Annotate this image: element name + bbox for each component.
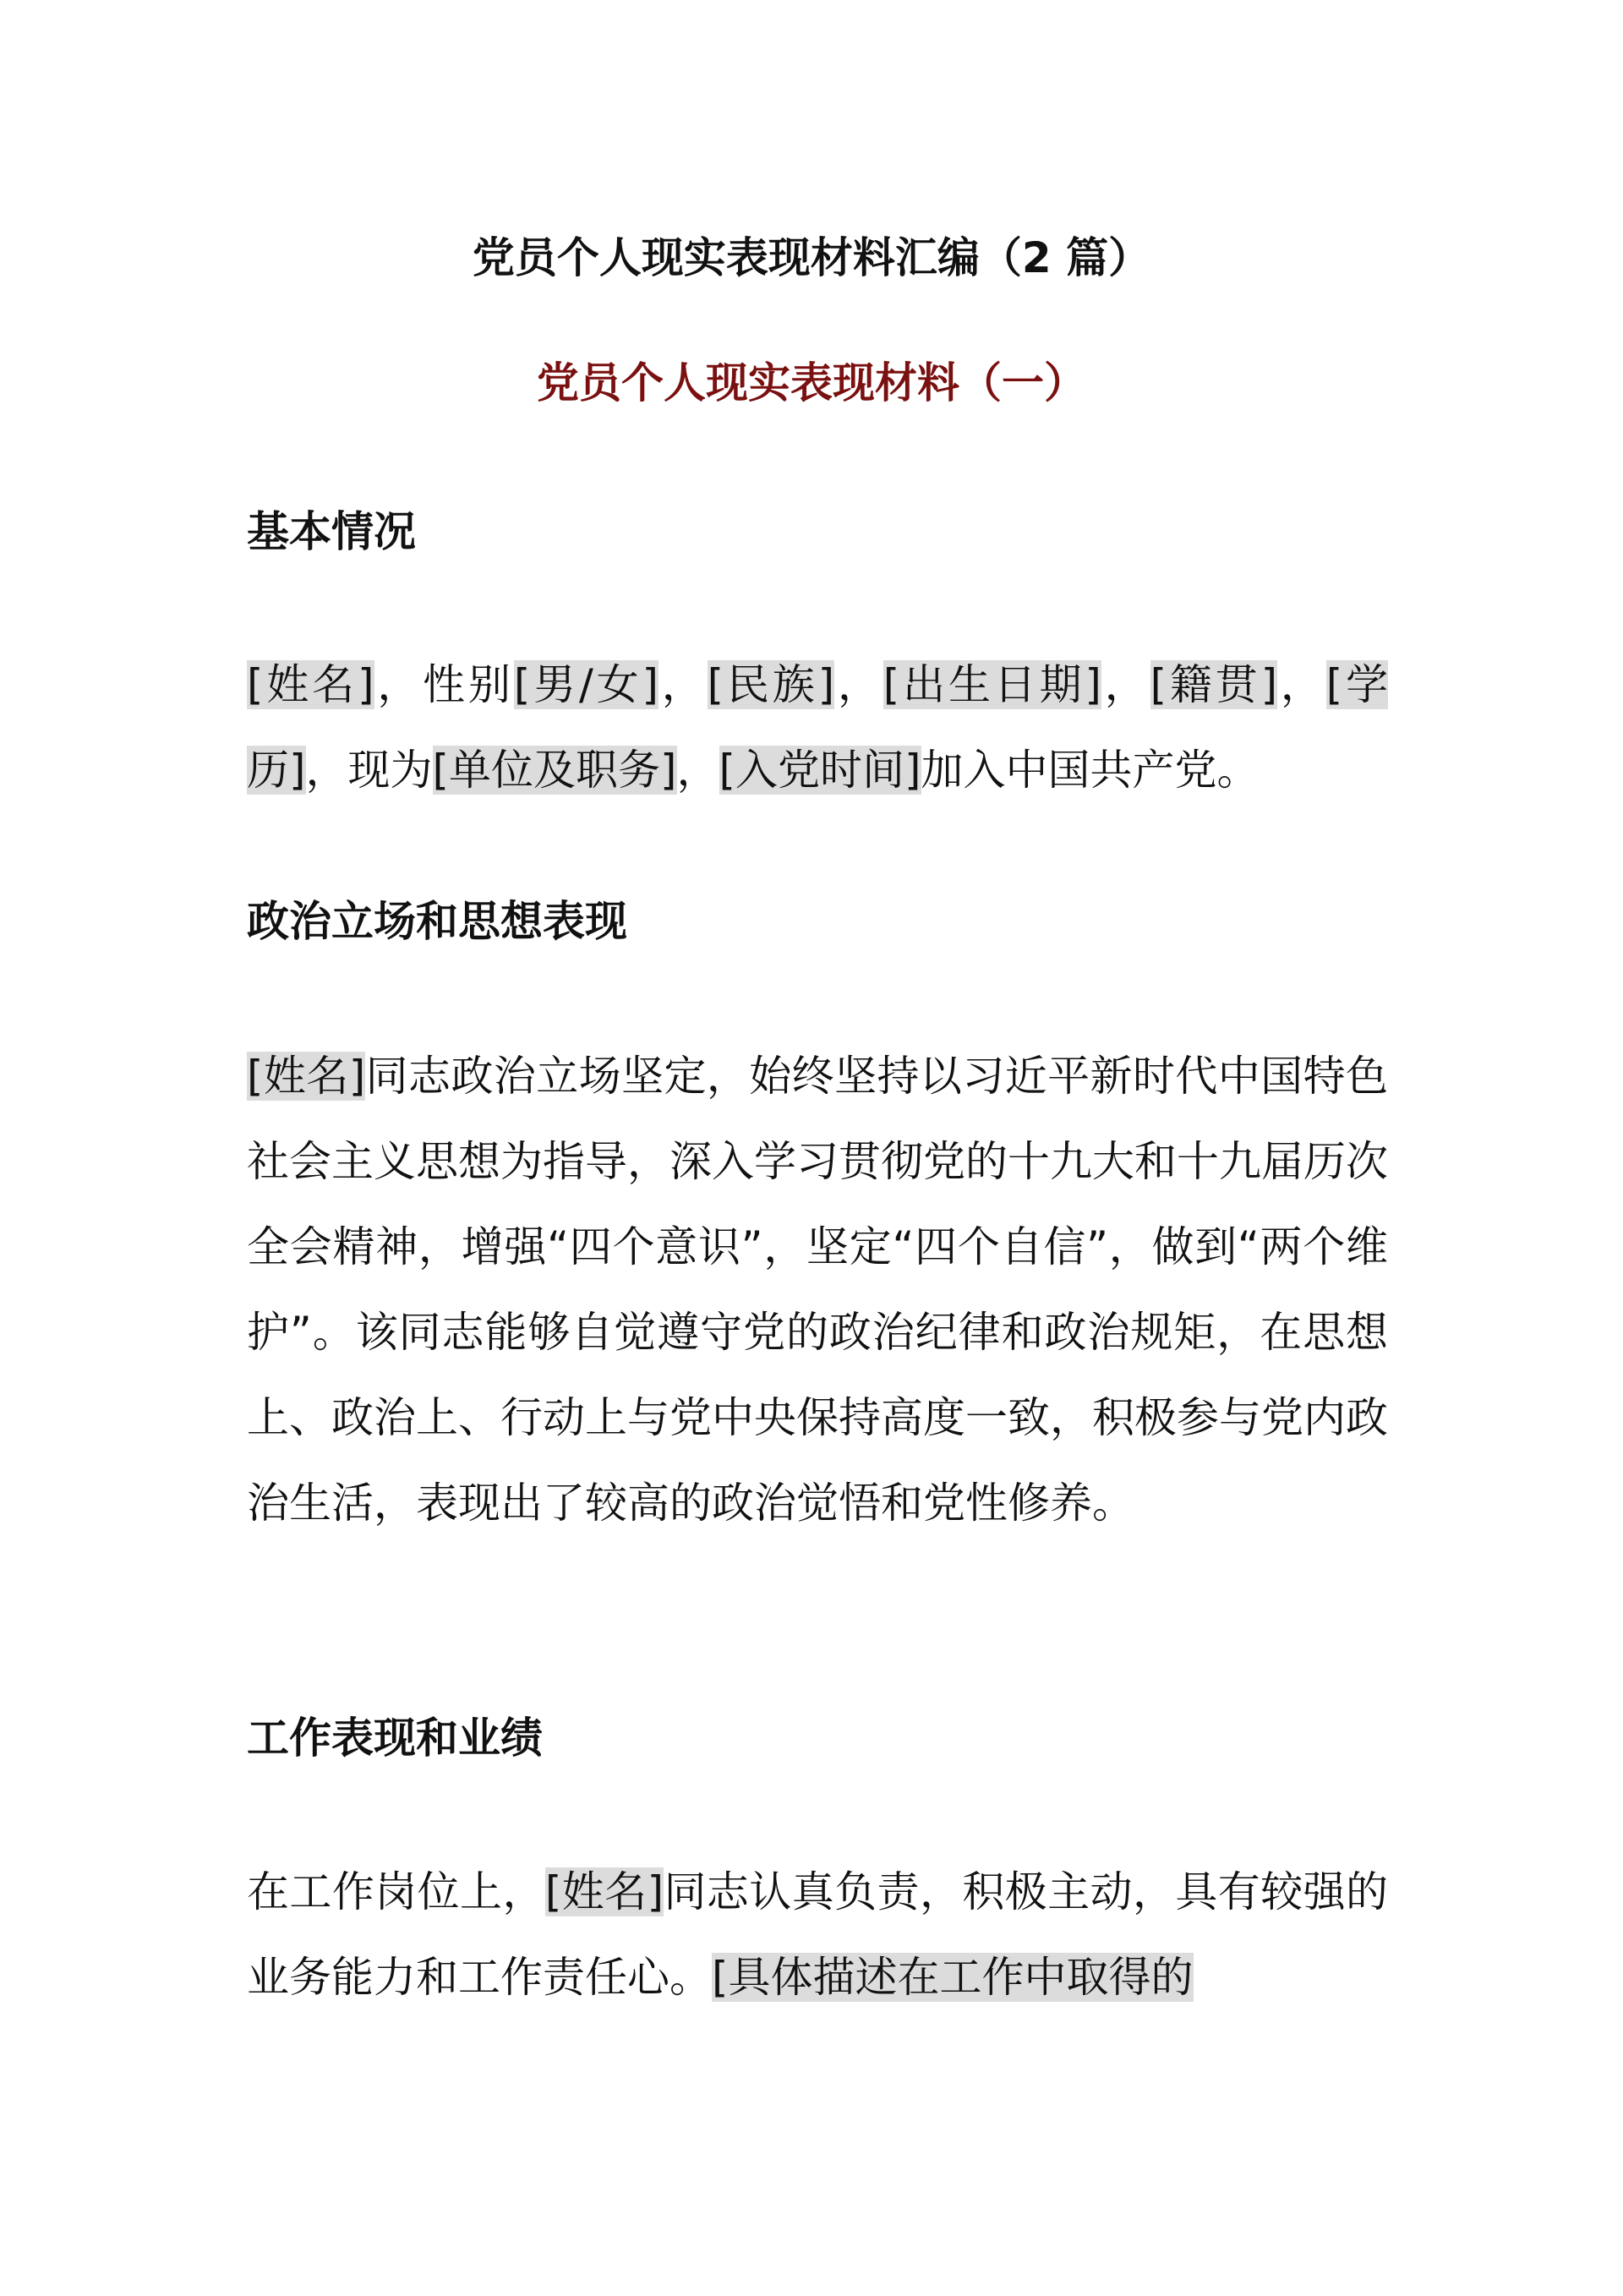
paragraph-text: 同志政治立场坚定，始终坚持以习近平新时代中国特色社会主义思想为指导，深入学习贯彻党的十九大和十九届历次全会精神，增强“四个意识”，坚定“四个自信”，做到“两个维护”。该同志能够自觉遵守党的政治纪律和政治规矩，在思想上、政治上、行动上与党中央保持高度一致，积极参与党内政治生活，表现出了较高的政治觉悟和党性修养。 xyxy=(247,1052,1388,1528)
placeholder-ethnicity: [民族] xyxy=(707,660,835,709)
section-heading-basic-info: 基本情况 xyxy=(247,507,416,556)
paragraph-text: 在工作岗位上， xyxy=(247,1867,545,1916)
section-heading-work-performance: 工作表现和业绩 xyxy=(247,1714,543,1763)
section-paragraph-basic-info xyxy=(247,642,1388,813)
document-subtitle: 党员个人现实表现材料（一） xyxy=(537,358,1086,407)
paragraph-text: 同志认真负责，积极主动，具有较强的业务能力和工作责任心。 xyxy=(247,1867,1389,2002)
placeholder-native-place: [籍贯] xyxy=(1150,660,1278,709)
placeholder-name: [姓名] xyxy=(544,1867,664,1916)
paragraph-text: ， xyxy=(1277,660,1326,709)
placeholder-birth-date: [出生日期] xyxy=(883,660,1101,709)
placeholder-work-details: [具体描述在工作中取得的 xyxy=(712,1953,1194,2002)
section-paragraph-political-stance xyxy=(247,1034,1388,1546)
paragraph-text: 加入中国共产党。 xyxy=(921,746,1260,795)
paragraph-text: ，性别 xyxy=(374,660,514,709)
placeholder-education: [学历] xyxy=(247,660,1389,795)
placeholder-name: [姓名] xyxy=(247,1052,366,1101)
placeholder-name: [姓名] xyxy=(247,660,374,709)
placeholder-unit-position: [单位及职务] xyxy=(432,746,677,795)
section-heading-political-stance: 政治立场和思想表现 xyxy=(247,897,627,946)
paragraph-text: ， xyxy=(676,746,719,795)
paragraph-text: ， xyxy=(834,660,883,709)
placeholder-join-date: [入党时间] xyxy=(719,746,921,795)
section-paragraph-work-performance xyxy=(247,1850,1388,2020)
placeholder-gender: [男/女] xyxy=(513,660,658,709)
paragraph-text: ， xyxy=(658,660,708,709)
paragraph-text: ，现为 xyxy=(305,746,433,795)
paragraph-text: ， xyxy=(1101,660,1150,709)
document-title: 党员个人现实表现材料汇编（2 篇） xyxy=(472,233,1151,282)
